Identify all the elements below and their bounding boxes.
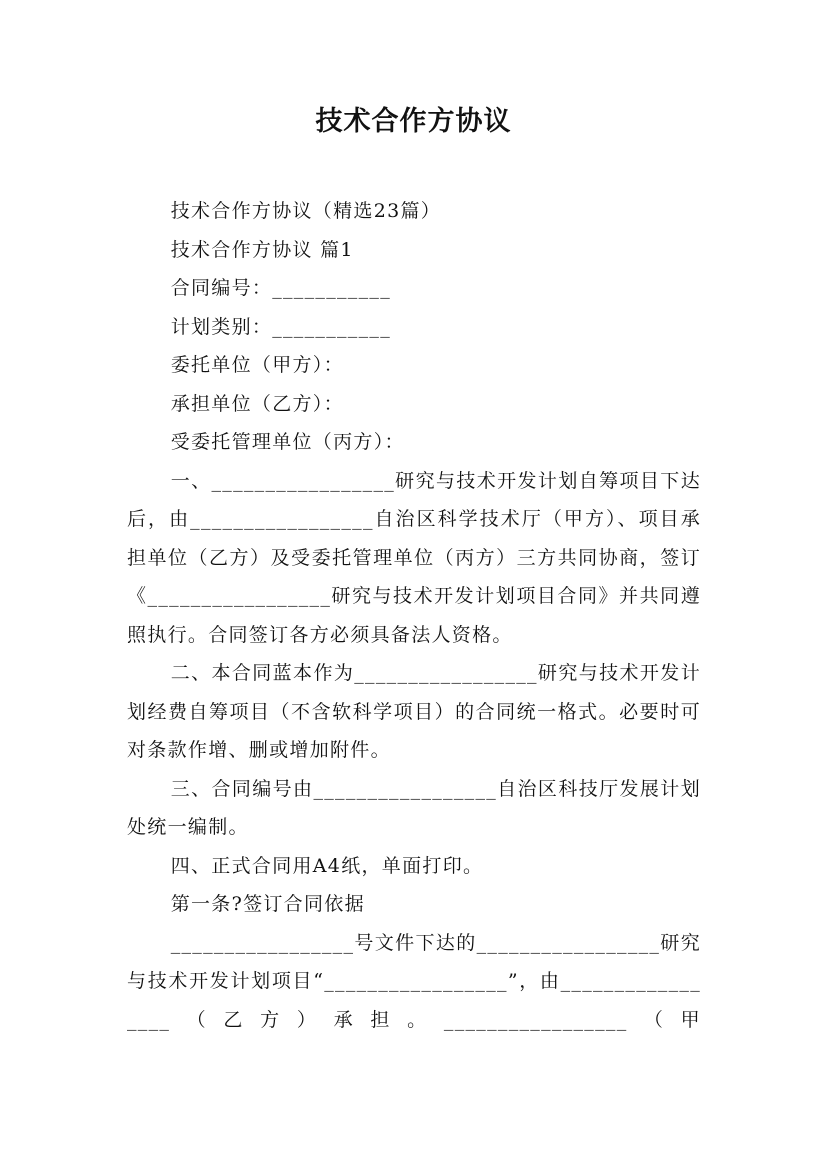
party-c-line: 受委托管理单位（丙方）：	[170, 431, 405, 453]
clause-one: 一、_________________研究与技术开发计划自筹项目下达后，由_________________自治区科学技术厅（甲方）、项目承担单位（乙方）及受委托管理单位（丙方）三方共同协商，签订《_________________研究与技术开发计划项目合同》并共同遵照执行。合同签订各方必须具备法人资格。	[127, 469, 701, 646]
party-b-line: 承担单位（乙方）：	[170, 392, 344, 415]
article-one-heading: 第一条?签订合同依据	[170, 893, 365, 915]
section-heading: 技术合作方协议 篇1	[170, 238, 354, 261]
subtitle-line: 技术合作方协议（精选23篇）	[170, 200, 442, 222]
party-a-line: 委托单位（甲方）：	[170, 354, 344, 376]
clause-four: 四、正式合同用A4纸，单面打印。	[170, 854, 484, 877]
document-title: 技术合作方协议	[315, 106, 512, 137]
clause-two: 二、本合同蓝本作为_________________研究与技术开发计划经费自筹项目（不含软科学项目）的合同统一格式。必要时可对条款作增、删或增加附件。	[127, 662, 701, 761]
contract-number-line: 合同编号：___________	[170, 277, 391, 299]
clause-three: 三、合同编号由_________________自治区科技厅发展计划处统一编制。	[127, 777, 701, 838]
plan-category-line: 计划类别：___________	[170, 315, 391, 338]
document-body	[127, 192, 701, 1039]
article-one-text: _________________号文件下达的_________________研究与技术开发计划项目“_________________”，由_________________（乙方）承担。_________________（甲	[127, 931, 701, 1031]
